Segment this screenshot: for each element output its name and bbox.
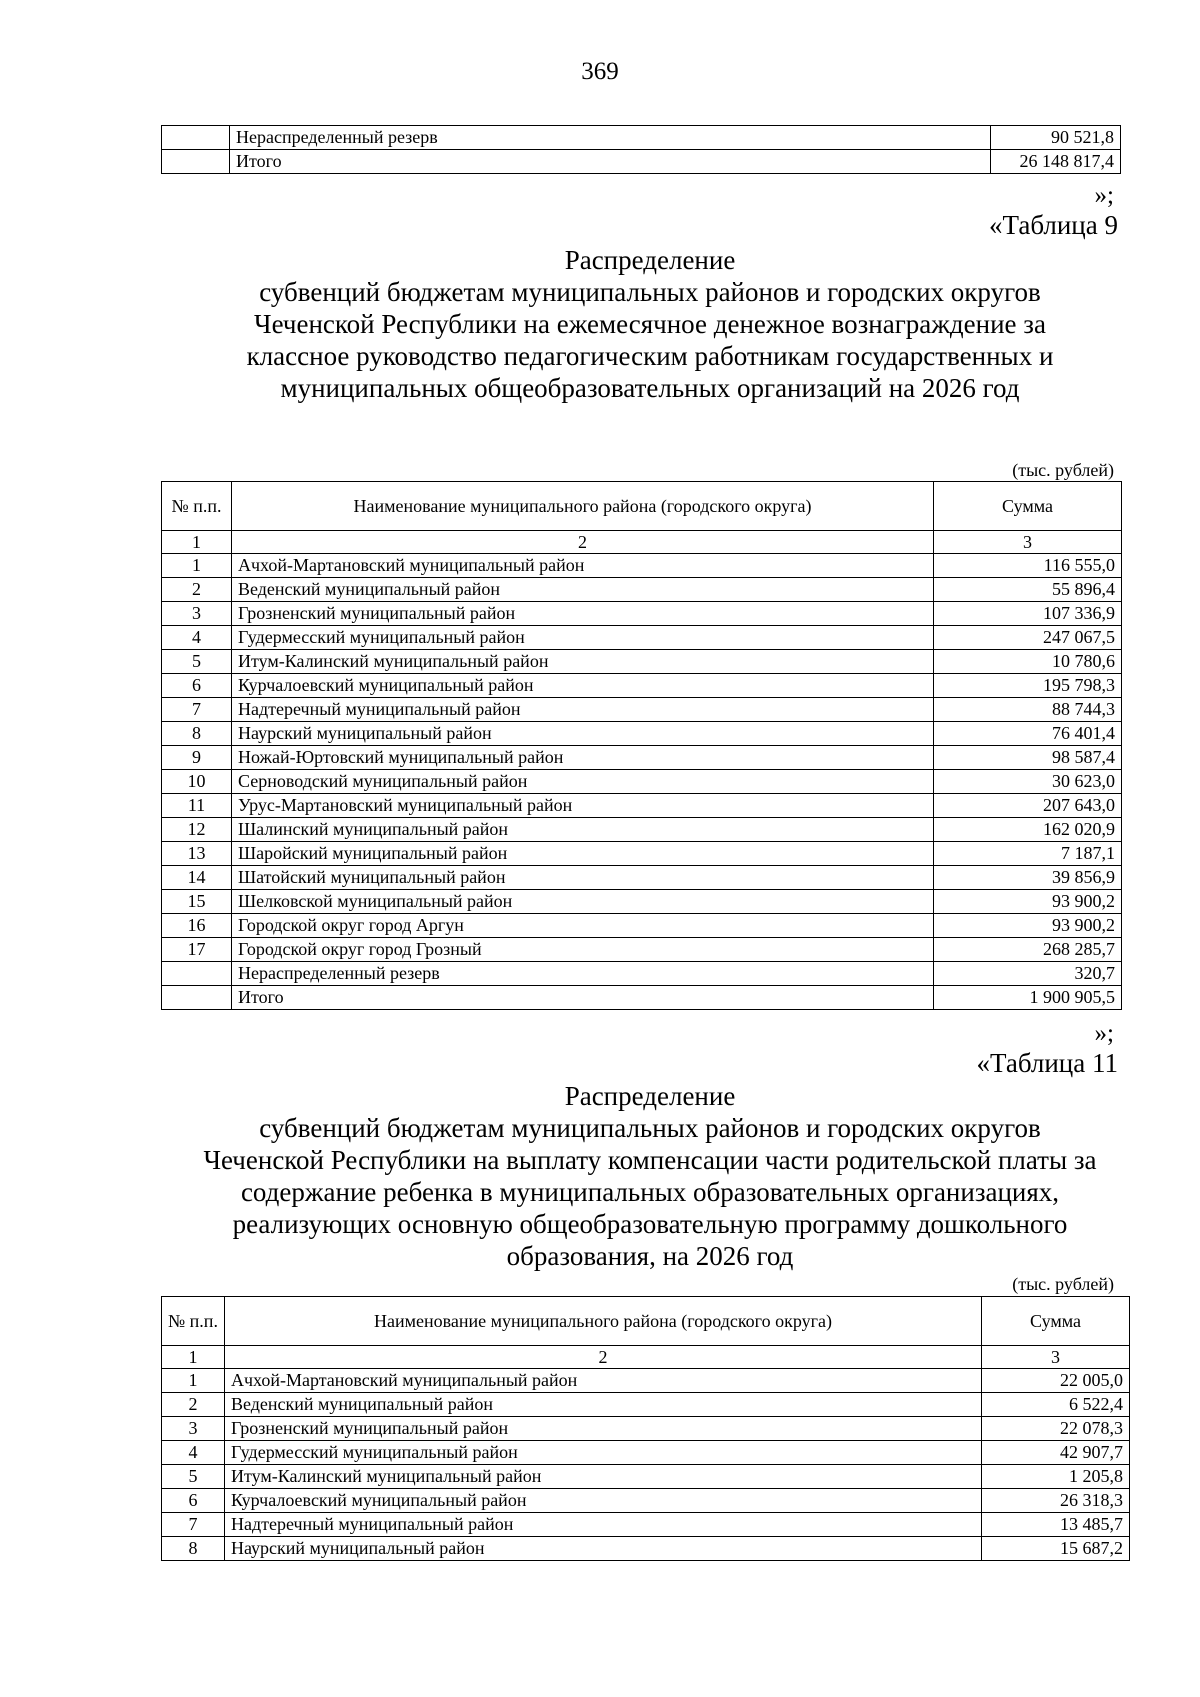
row-number-cell: 13 <box>162 842 232 866</box>
row-number-cell <box>162 986 232 1010</box>
row-number-cell: 2 <box>162 578 232 602</box>
row-number-cell: 4 <box>162 1441 225 1465</box>
row-number-cell: 17 <box>162 938 232 962</box>
heading-line: классное руководство педагогическим работникам государственных и <box>246 341 1054 371</box>
row-name-cell: Шалинский муниципальный район <box>232 818 934 842</box>
header-num: № п.п. <box>162 1297 225 1346</box>
heading-line: содержание ребенка в муниципальных образовательных организациях, <box>240 1177 1060 1207</box>
row-sum-cell: 42 907,7 <box>982 1441 1130 1465</box>
table11-end-marker: »; <box>1094 1020 1114 1047</box>
row-sum-cell: 1 900 905,5 <box>934 986 1122 1010</box>
heading-line: субвенций бюджетам муниципальных районов и городских округов <box>259 277 1041 307</box>
table11-header-row <box>162 1297 1130 1346</box>
row-name-cell: Грозненский муниципальный район <box>224 1417 981 1441</box>
table-row <box>162 1369 1130 1393</box>
row-sum-cell: 26 148 817,4 <box>991 150 1121 174</box>
row-number-cell: 16 <box>162 914 232 938</box>
table9-end-marker: »; <box>1094 182 1114 209</box>
table-row <box>162 578 1122 602</box>
row-sum-cell: 76 401,4 <box>934 722 1122 746</box>
row-name-cell: Итого <box>230 150 991 174</box>
row-sum-cell: 1 205,8 <box>982 1465 1130 1489</box>
row-sum-cell: 30 623,0 <box>934 770 1122 794</box>
row-number-cell: 10 <box>162 770 232 794</box>
heading-line: Распределение <box>564 1081 736 1111</box>
table-row <box>162 890 1122 914</box>
row-name-cell: Курчалоевский муниципальный район <box>224 1489 981 1513</box>
row-number-cell: 4 <box>162 626 232 650</box>
row-name-cell: Наурский муниципальный район <box>232 722 934 746</box>
row-sum-cell: 107 336,9 <box>934 602 1122 626</box>
row-name-cell: Наурский муниципальный район <box>224 1537 981 1561</box>
row-name-cell: Городской округ город Грозный <box>232 938 934 962</box>
table9-body <box>162 554 1122 1010</box>
heading-line: Распределение <box>564 245 736 275</box>
table9-label: «Таблица 9 <box>989 210 1118 240</box>
row-sum-cell: 90 521,8 <box>991 126 1121 150</box>
row-sum-cell: 26 318,3 <box>982 1489 1130 1513</box>
heading-line: Чеченской Республики на выплату компенсации части родительской платы за <box>203 1145 1097 1175</box>
prev-table-body <box>162 126 1121 174</box>
row-name-cell: Гудермесский муниципальный район <box>232 626 934 650</box>
row-sum-cell: 13 485,7 <box>982 1513 1130 1537</box>
row-name-cell: Курчалоевский муниципальный район <box>232 674 934 698</box>
row-number-cell <box>162 126 230 150</box>
table-row <box>162 818 1122 842</box>
row-sum-cell: 162 020,9 <box>934 818 1122 842</box>
row-name-cell: Грозненский муниципальный район <box>232 602 934 626</box>
row-sum-cell: 268 285,7 <box>934 938 1122 962</box>
index-cell: 1 <box>162 531 232 554</box>
table-row <box>162 150 1121 174</box>
row-number-cell: 5 <box>162 1465 225 1489</box>
table-row <box>162 626 1122 650</box>
row-sum-cell: 207 643,0 <box>934 794 1122 818</box>
row-sum-cell: 15 687,2 <box>982 1537 1130 1561</box>
table-row <box>162 722 1122 746</box>
table9-unit-note: (тыс. рублей) <box>1012 460 1114 480</box>
row-number-cell: 12 <box>162 818 232 842</box>
row-sum-cell: 22 078,3 <box>982 1417 1130 1441</box>
table-row <box>162 986 1122 1010</box>
row-number-cell <box>162 150 230 174</box>
row-name-cell: Нераспределенный резерв <box>230 126 991 150</box>
row-name-cell: Нераспределенный резерв <box>232 962 934 986</box>
row-name-cell: Урус-Мартановский муниципальный район <box>232 794 934 818</box>
row-name-cell: Веденский муниципальный район <box>224 1393 981 1417</box>
row-name-cell: Итум-Калинский муниципальный район <box>232 650 934 674</box>
table-row <box>162 866 1122 890</box>
table9-index-row <box>162 531 1122 554</box>
table11-body <box>162 1369 1130 1561</box>
row-number-cell: 6 <box>162 1489 225 1513</box>
header-num: № п.п. <box>162 482 232 531</box>
row-number-cell: 14 <box>162 866 232 890</box>
row-name-cell: Надтеречный муниципальный район <box>232 698 934 722</box>
row-sum-cell: 6 522,4 <box>982 1393 1130 1417</box>
prev-table <box>161 125 1121 174</box>
row-sum-cell: 195 798,3 <box>934 674 1122 698</box>
table11-label: «Таблица 11 <box>976 1048 1118 1078</box>
table9-header-row <box>162 482 1122 531</box>
table-row <box>162 770 1122 794</box>
table-row <box>162 602 1122 626</box>
row-sum-cell: 98 587,4 <box>934 746 1122 770</box>
row-name-cell: Надтеречный муниципальный район <box>224 1513 981 1537</box>
row-sum-cell: 55 896,4 <box>934 578 1122 602</box>
row-number-cell: 9 <box>162 746 232 770</box>
table9-heading <box>100 244 1200 404</box>
row-number-cell: 15 <box>162 890 232 914</box>
table11 <box>161 1296 1130 1561</box>
row-number-cell: 3 <box>162 1417 225 1441</box>
table11-unit-note: (тыс. рублей) <box>1012 1274 1114 1294</box>
row-number-cell: 1 <box>162 1369 225 1393</box>
row-name-cell: Ачхой-Мартановский муниципальный район <box>224 1369 981 1393</box>
table-row <box>162 1465 1130 1489</box>
index-cell: 2 <box>232 531 934 554</box>
table-row <box>162 1513 1130 1537</box>
row-number-cell: 8 <box>162 1537 225 1561</box>
row-number-cell <box>162 962 232 986</box>
table-row <box>162 1417 1130 1441</box>
row-sum-cell: 88 744,3 <box>934 698 1122 722</box>
row-sum-cell: 7 187,1 <box>934 842 1122 866</box>
row-number-cell: 1 <box>162 554 232 578</box>
page-number: 369 <box>581 58 619 85</box>
heading-line: Чеченской Республики на ежемесячное денежное вознаграждение за <box>254 309 1046 339</box>
row-sum-cell: 39 856,9 <box>934 866 1122 890</box>
table-row <box>162 554 1122 578</box>
table-row <box>162 1537 1130 1561</box>
row-name-cell: Шелковской муниципальный район <box>232 890 934 914</box>
table11-index-row <box>162 1346 1130 1369</box>
row-number-cell: 5 <box>162 650 232 674</box>
index-cell: 3 <box>934 531 1122 554</box>
table-row <box>162 914 1122 938</box>
table-row <box>162 962 1122 986</box>
index-cell: 3 <box>982 1346 1130 1369</box>
heading-line: субвенций бюджетам муниципальных районов и городских округов <box>259 1113 1041 1143</box>
row-name-cell: Итого <box>232 986 934 1010</box>
row-number-cell: 2 <box>162 1393 225 1417</box>
header-name: Наименование муниципального района (городского округа) <box>224 1297 981 1346</box>
row-name-cell: Веденский муниципальный район <box>232 578 934 602</box>
row-number-cell: 7 <box>162 1513 225 1537</box>
table9 <box>161 481 1122 1010</box>
row-sum-cell: 320,7 <box>934 962 1122 986</box>
table-row <box>162 1441 1130 1465</box>
row-number-cell: 7 <box>162 698 232 722</box>
row-number-cell: 11 <box>162 794 232 818</box>
heading-line: муниципальных общеобразовательных организаций на 2026 год <box>280 373 1020 403</box>
row-name-cell: Гудермесский муниципальный район <box>224 1441 981 1465</box>
table-row <box>162 674 1122 698</box>
table-row <box>162 126 1121 150</box>
table-row <box>162 1393 1130 1417</box>
table-row <box>162 794 1122 818</box>
table-row <box>162 842 1122 866</box>
table11-heading <box>100 1080 1200 1272</box>
row-number-cell: 3 <box>162 602 232 626</box>
row-sum-cell: 247 067,5 <box>934 626 1122 650</box>
row-number-cell: 8 <box>162 722 232 746</box>
row-sum-cell: 116 555,0 <box>934 554 1122 578</box>
row-name-cell: Ачхой-Мартановский муниципальный район <box>232 554 934 578</box>
row-sum-cell: 93 900,2 <box>934 890 1122 914</box>
heading-line: реализующих основную общеобразовательную программу дошкольного <box>232 1209 1068 1239</box>
table-row <box>162 938 1122 962</box>
row-sum-cell: 93 900,2 <box>934 914 1122 938</box>
row-name-cell: Шатойский муниципальный район <box>232 866 934 890</box>
header-sum: Сумма <box>934 482 1122 531</box>
table-row <box>162 698 1122 722</box>
index-cell: 1 <box>162 1346 225 1369</box>
row-name-cell: Серноводский муниципальный район <box>232 770 934 794</box>
header-name: Наименование муниципального района (городского округа) <box>232 482 934 531</box>
row-sum-cell: 22 005,0 <box>982 1369 1130 1393</box>
table-row <box>162 746 1122 770</box>
row-sum-cell: 10 780,6 <box>934 650 1122 674</box>
row-name-cell: Итум-Калинский муниципальный район <box>224 1465 981 1489</box>
table-row <box>162 1489 1130 1513</box>
row-name-cell: Городской округ город Аргун <box>232 914 934 938</box>
index-cell: 2 <box>224 1346 981 1369</box>
row-name-cell: Шаройский муниципальный район <box>232 842 934 866</box>
table-row <box>162 650 1122 674</box>
heading-line: образования, на 2026 год <box>506 1241 794 1271</box>
row-number-cell: 6 <box>162 674 232 698</box>
header-sum: Сумма <box>982 1297 1130 1346</box>
row-name-cell: Ножай-Юртовский муниципальный район <box>232 746 934 770</box>
